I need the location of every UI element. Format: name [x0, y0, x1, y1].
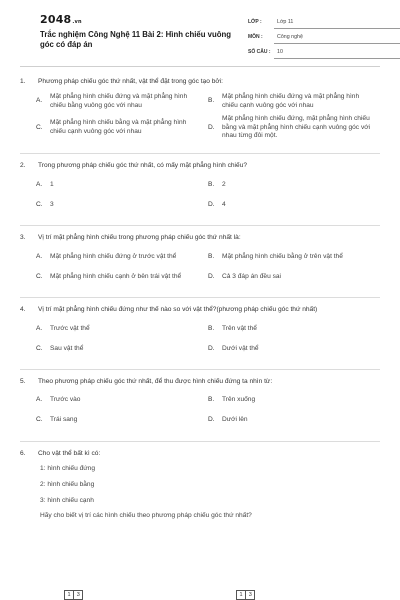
option-a[interactable]	[36, 249, 208, 265]
option-letter: B.	[208, 180, 215, 188]
question-number: 2.	[20, 162, 26, 170]
option-letter: A.	[36, 97, 43, 105]
option-d[interactable]	[208, 413, 380, 429]
grid-cell: 1	[236, 590, 246, 600]
option-c[interactable]	[36, 269, 208, 285]
header-divider	[20, 66, 380, 67]
meta-row-class	[248, 14, 400, 29]
question-5	[20, 378, 380, 442]
option-text: Trên vật thể	[222, 324, 257, 332]
grid-cell: 1	[64, 590, 74, 600]
option-letter: B.	[208, 396, 215, 404]
meta-label: LỚP :	[248, 19, 262, 26]
option-a[interactable]	[36, 177, 208, 193]
option-letter: C.	[36, 344, 43, 352]
statement-item: 2: hình chiếu bằng	[40, 480, 95, 488]
question-6	[20, 450, 380, 529]
question-3	[20, 234, 380, 298]
option-text: 3	[50, 200, 54, 208]
option-text: Dưới vật thể	[222, 344, 259, 352]
grid-cell: 3	[245, 590, 255, 600]
option-text: 2	[222, 180, 226, 188]
option-text: Mặt phẳng hình chiếu cạnh ở bên trái vật thể	[50, 272, 182, 280]
projection-grid-left	[64, 590, 83, 600]
option-letter: D.	[208, 416, 215, 424]
option-text: Trước vật thể	[50, 324, 90, 332]
option-c[interactable]	[36, 115, 208, 142]
option-letter: B.	[208, 97, 215, 105]
meta-label: MÔN :	[248, 34, 263, 41]
option-text: Mặt phẳng hình chiếu bằng ở trên vật thể	[222, 252, 343, 260]
option-text: Sau vật thể	[50, 344, 84, 352]
question-number: 4.	[20, 306, 26, 314]
question-text: Trong phương pháp chiếu góc thứ nhất, có mấy mặt phẳng hình chiếu?	[38, 162, 248, 170]
grid-cell: 3	[73, 590, 83, 600]
logo-main: 2048	[40, 13, 72, 26]
option-letter: C.	[36, 272, 43, 280]
document-title: Trắc nghiệm Công Nghệ 11 Bài 2: Hình chiếu vuông góc có đáp án	[40, 30, 232, 49]
question-list	[20, 78, 380, 537]
meta-box	[248, 14, 400, 59]
site-logo[interactable]	[40, 13, 82, 28]
meta-value: Lớp 11	[274, 19, 400, 29]
option-d[interactable]	[208, 197, 380, 213]
question-text: Phương pháp chiếu góc thứ nhất, vật thể đặt trong góc tạo bởi:	[38, 78, 224, 85]
statement-item: 3: hình chiếu cạnh	[40, 496, 94, 504]
question-text: Vị trí mặt phẳng hình chiếu đứng như thế nào so với vật thể?(phương pháp chiếu góc thứ nhất)	[38, 306, 318, 314]
option-b[interactable]	[208, 249, 380, 265]
option-b[interactable]	[208, 321, 380, 337]
option-d[interactable]	[208, 341, 380, 357]
option-text: Mặt phẳng hình chiếu đứng và mặt phẳng hình chiếu bằng vuông góc với nhau	[50, 92, 188, 109]
option-c[interactable]	[36, 197, 208, 213]
option-text: Trước vào	[50, 396, 81, 404]
option-b[interactable]	[208, 393, 380, 409]
header	[20, 0, 380, 64]
logo-tld: .vn	[72, 19, 82, 25]
option-a[interactable]	[36, 321, 208, 337]
option-letter: B.	[208, 324, 215, 332]
question-number: 3.	[20, 234, 26, 242]
option-c[interactable]	[36, 413, 208, 429]
option-d[interactable]	[208, 115, 380, 142]
option-letter: D.	[208, 200, 215, 208]
statement-list	[20, 465, 380, 522]
option-text: Mặt phẳng hình chiếu bằng và mặt phẳng hình chiếu cạnh vuông góc với nhau	[50, 119, 187, 135]
option-text: Mặt phẳng hình chiếu đứng ở trước vật thể	[50, 252, 177, 260]
option-b[interactable]	[208, 93, 380, 111]
meta-row-count	[248, 44, 400, 59]
projection-grid-right	[236, 590, 255, 600]
option-text: Mặt phẳng hình chiếu đứng, mặt phẳng hình chiếu bằng và mặt phẳng hình chiếu cạnh vuông góc với nhau từng đôi một.	[222, 114, 371, 140]
option-text: 4	[222, 200, 226, 208]
option-d[interactable]	[208, 269, 380, 285]
option-letter: A.	[36, 396, 43, 404]
question-text: Theo phương pháp chiếu góc thứ nhất, để thu được hình chiếu đứng ta nhìn từ:	[38, 378, 273, 386]
option-b[interactable]	[208, 177, 380, 193]
option-text: Trên xuống	[222, 396, 256, 404]
option-letter: A.	[36, 324, 43, 332]
question-prompt: Hãy cho biết vị trí các hình chiếu theo phương pháp chiếu góc thứ nhất?	[40, 512, 252, 520]
option-letter: A.	[36, 252, 43, 260]
option-text: 1	[50, 180, 54, 188]
statement-item: 1: hình chiếu đứng	[40, 464, 96, 472]
option-text: Cả 3 đáp án đều sai	[222, 272, 282, 280]
option-c[interactable]	[36, 341, 208, 357]
option-a[interactable]	[36, 93, 208, 111]
option-letter: D.	[208, 344, 215, 352]
option-letter: B.	[208, 252, 215, 260]
option-a[interactable]	[36, 393, 208, 409]
question-text: Vị trí mặt phẳng hình chiếu trong phương pháp chiếu góc thứ nhất là:	[38, 234, 241, 242]
question-number: 1.	[20, 78, 26, 85]
question-number: 5.	[20, 378, 26, 386]
meta-value: 10	[274, 49, 400, 59]
meta-value: Công nghệ	[274, 34, 400, 44]
question-1	[20, 78, 380, 154]
option-letter: C.	[36, 200, 43, 208]
question-4	[20, 306, 380, 370]
question-2	[20, 162, 380, 226]
question-number: 6.	[20, 449, 26, 457]
option-text: Trái sang	[50, 416, 78, 424]
meta-row-subject	[248, 29, 400, 44]
option-letter: D.	[208, 123, 215, 131]
option-letter: D.	[208, 272, 215, 280]
meta-label: SỐ CÂU :	[248, 49, 271, 56]
option-letter: A.	[36, 180, 43, 188]
option-text: Mặt phẳng hình chiếu đứng và mặt phẳng hình chiếu cạnh vuông góc với nhau	[222, 92, 360, 109]
option-text: Dưới lên	[222, 416, 248, 424]
option-letter: C.	[36, 123, 43, 131]
option-letter: C.	[36, 416, 43, 424]
question-text: Cho vật thể bất kì có:	[38, 449, 101, 457]
